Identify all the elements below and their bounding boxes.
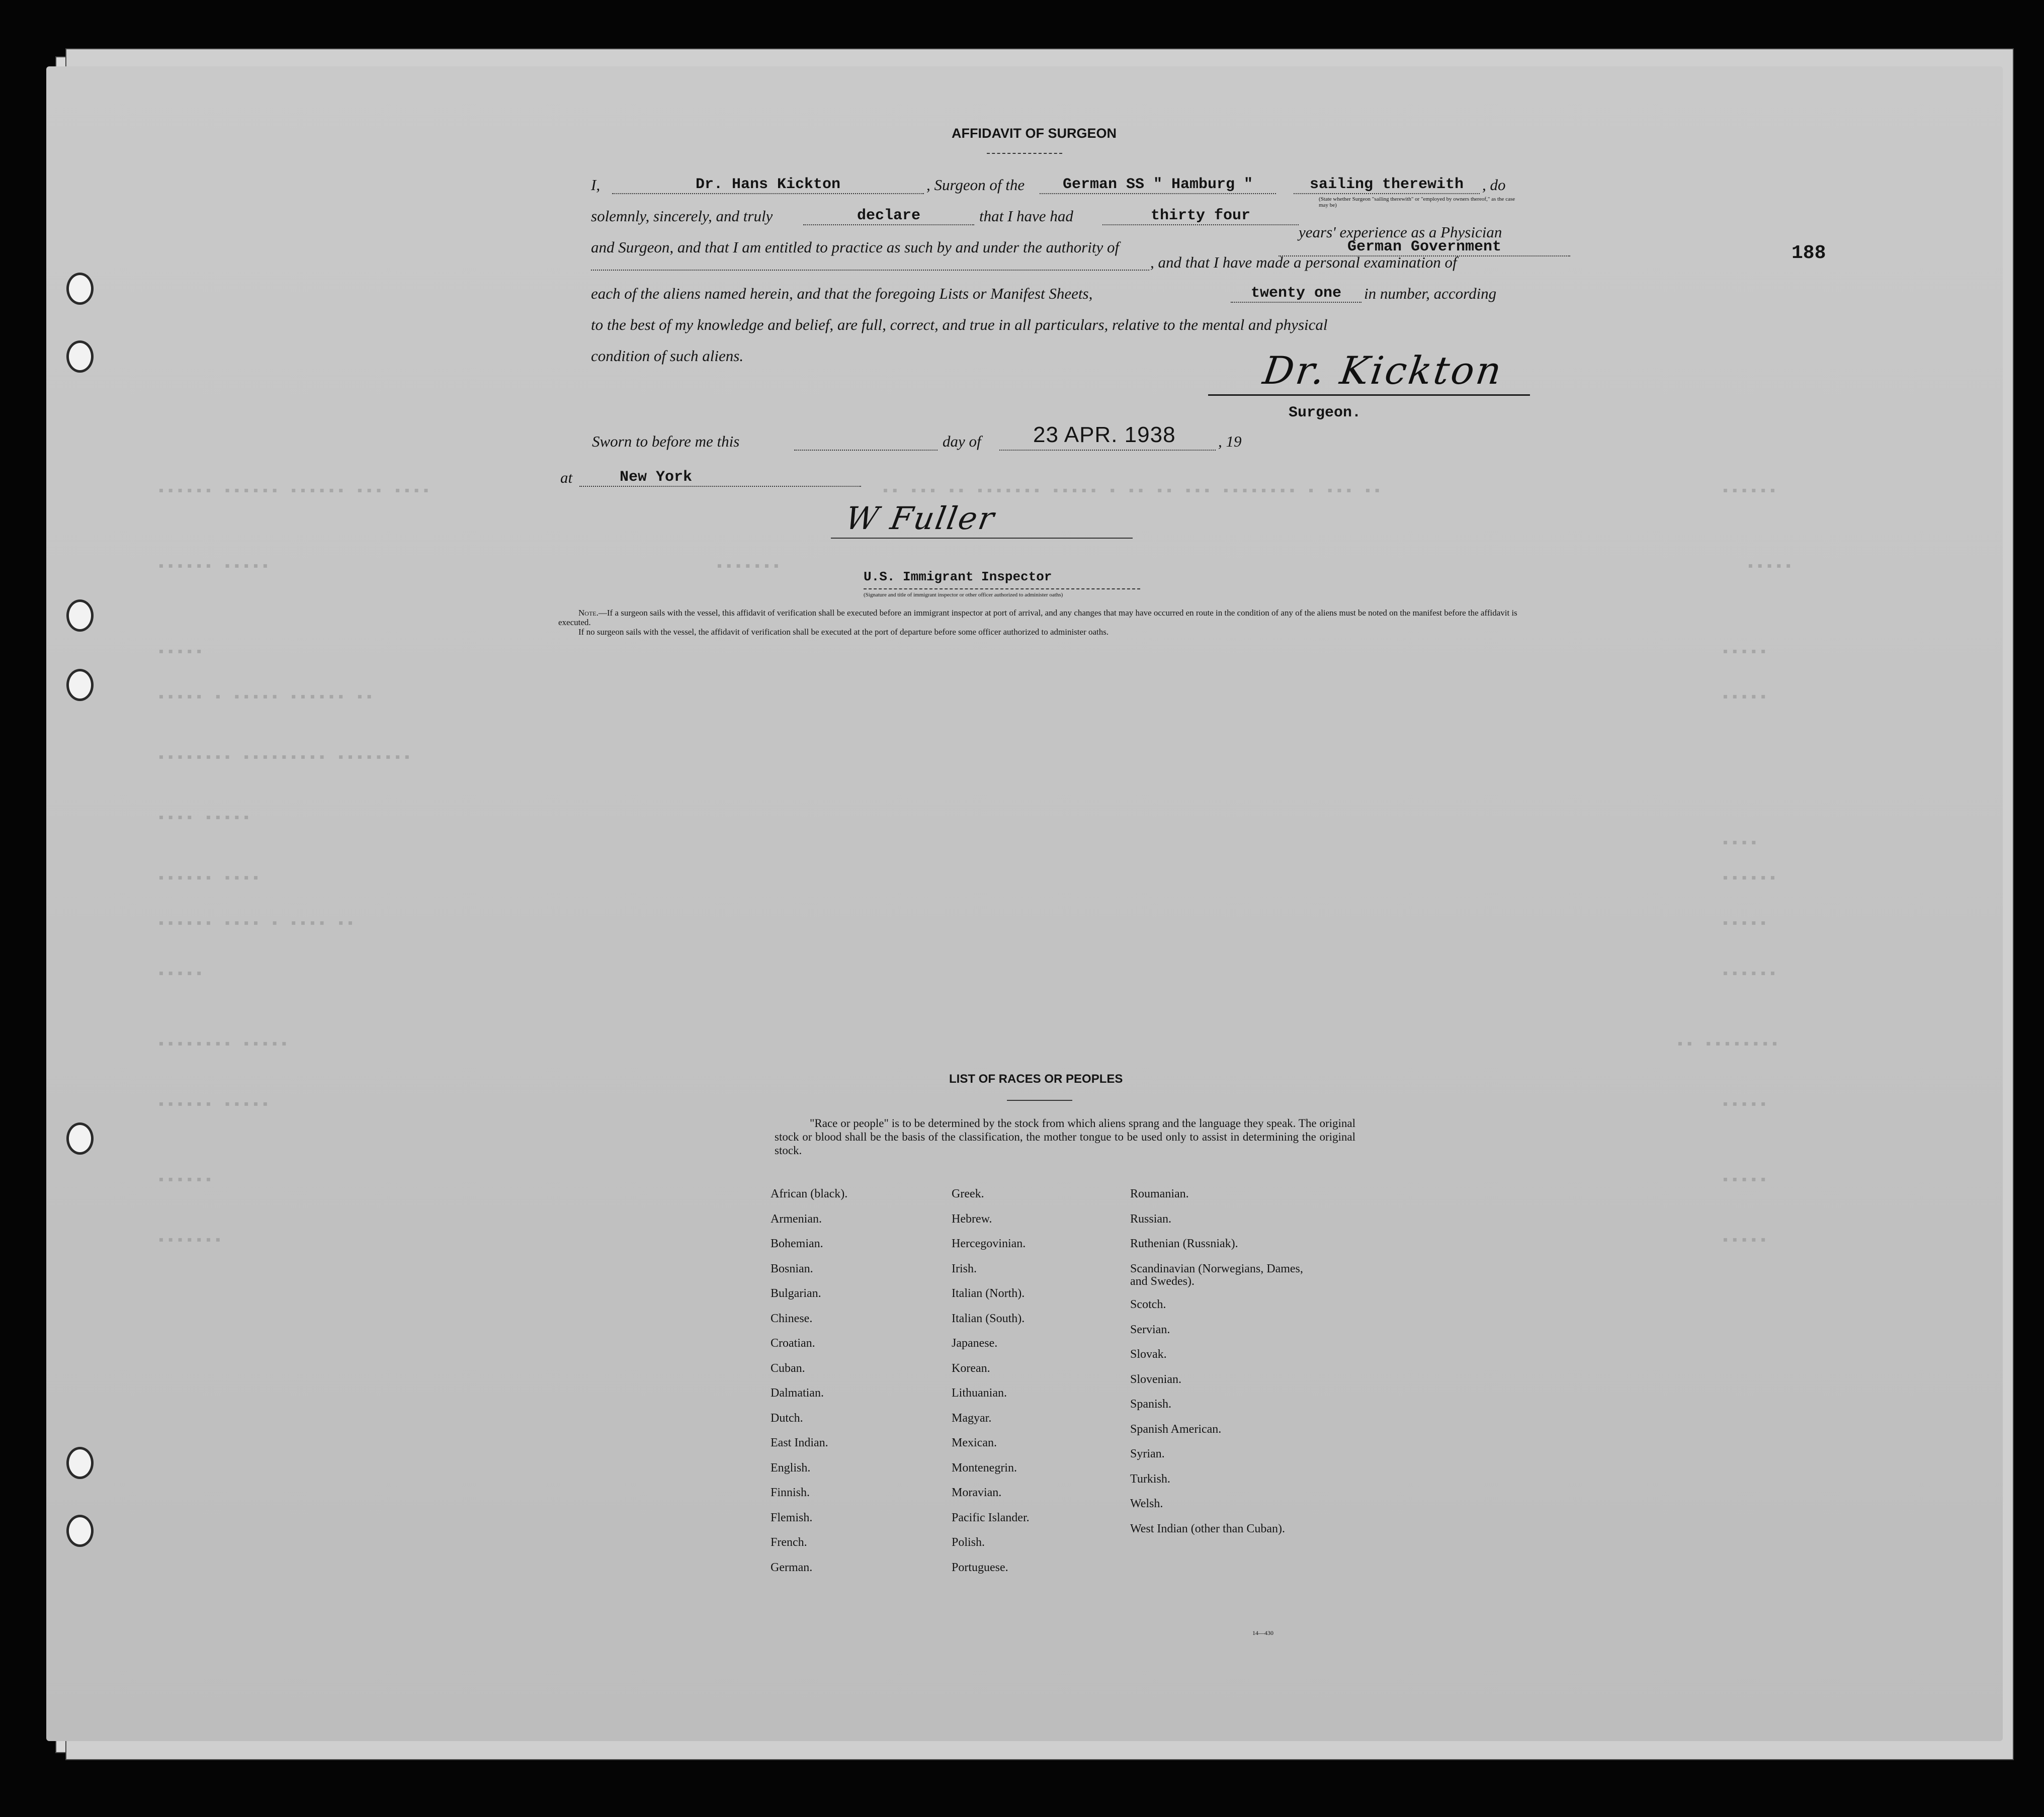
punch-hole <box>66 1515 94 1547</box>
inspector-signature-line <box>831 538 1133 539</box>
race-item: Ruthenian (Russniak). <box>1130 1237 1238 1250</box>
race-item: Dutch. <box>771 1411 803 1425</box>
punch-hole <box>66 273 94 305</box>
sailing-status-field: sailing therewith <box>1294 176 1480 194</box>
race-item: Portuguese. <box>952 1561 1008 1574</box>
status-hint: (State whether Surgeon "sailing therewith" or "employed by owners thereof," as the case may be) <box>1319 196 1515 208</box>
note-text-1: —If a surgeon sails with the vessel, this affidavit of verification shall be executed before an immigrant inspector at port of arrival, and any changes that may have occurred en route in the condition of any of the aliens must be noted on the manifest before the affidavit is executed. <box>558 608 1517 627</box>
race-item: Dalmatian. <box>771 1387 824 1400</box>
inspector-signature: W Fuller <box>842 500 998 537</box>
at-label: at <box>560 469 573 486</box>
condition-label: condition of such aliens. <box>591 347 744 365</box>
race-item: Hercegovinian. <box>952 1237 1026 1250</box>
race-item: German. <box>771 1561 813 1574</box>
do-label: , do <box>1482 176 1506 194</box>
race-item: Magyar. <box>952 1411 992 1425</box>
race-item: Armenian. <box>771 1212 822 1226</box>
race-item: Italian (South). <box>952 1312 1025 1325</box>
note-label: Note. <box>578 608 599 618</box>
surgeon-signature-line <box>1208 394 1530 396</box>
race-item: Chinese. <box>771 1312 813 1325</box>
day-of-label: day of <box>943 432 981 450</box>
race-item: Slovak. <box>1130 1348 1167 1361</box>
inspector-hint: (Signature and title of immigrant inspector or other officer authorized to administer oaths) <box>864 592 1063 598</box>
races-title: LIST OF RACES OR PEOPLES <box>949 1072 1123 1086</box>
race-item: Croatian. <box>771 1337 815 1350</box>
surgeon-signature: Dr. Kickton <box>1260 348 1506 393</box>
years-field: thirty four <box>1102 207 1299 225</box>
race-item: Flemish. <box>771 1511 813 1524</box>
race-item: Slovenian. <box>1130 1372 1181 1386</box>
knowledge-label: to the best of my knowledge and belief, are full, correct, and true in all particulars, relative to the mental and physical <box>591 316 1328 333</box>
surgeon-label: Surgeon. <box>1289 404 1361 421</box>
have-had-label: that I have had <box>979 207 1073 225</box>
declare-field: declare <box>803 207 974 225</box>
race-item: Pacific Islander. <box>952 1511 1030 1524</box>
race-item: Finnish. <box>771 1486 810 1499</box>
inspector-title: U.S. Immigrant Inspector <box>864 569 1052 584</box>
races-intro: "Race or people" is to be determined by the stock from which aliens sprang and the language they speak. The original stock or blood shall be the basis of the classification, the mother tongue to be used only to assist in determining the original stock. <box>775 1117 1355 1157</box>
affidavit-i-label: I, <box>591 176 601 194</box>
race-item: East Indian. <box>771 1436 828 1449</box>
race-item: Montenegrin. <box>952 1461 1017 1475</box>
race-item: Cuban. <box>771 1361 805 1375</box>
page-number: 188 <box>1792 242 1826 264</box>
sheet-count-field: twenty one <box>1231 285 1361 303</box>
punch-hole <box>66 1122 94 1155</box>
race-item: Polish. <box>952 1536 985 1549</box>
race-item: Spanish American. <box>1130 1422 1222 1436</box>
race-item: Korean. <box>952 1361 990 1375</box>
form-number: 14—430 <box>1252 1629 1273 1636</box>
race-item: Bulgarian. <box>771 1287 821 1300</box>
affidavit-title: AFFIDAVIT OF SURGEON <box>952 126 1117 141</box>
race-item: English. <box>771 1461 811 1475</box>
race-item: Turkish. <box>1130 1472 1170 1486</box>
race-item: Bosnian. <box>771 1262 813 1275</box>
race-item: Spanish. <box>1130 1398 1172 1411</box>
solemnly-label: solemnly, sincerely, and truly <box>591 207 773 225</box>
races-title-rule <box>1007 1100 1072 1101</box>
punch-hole <box>66 599 94 632</box>
race-item: Servian. <box>1130 1323 1170 1336</box>
punch-hole <box>66 340 94 373</box>
ship-field: German SS " Hamburg " <box>1040 176 1276 194</box>
race-item: African (black). <box>771 1187 848 1200</box>
race-item: Moravian. <box>952 1486 1002 1499</box>
race-item: French. <box>771 1536 807 1549</box>
race-item: Irish. <box>952 1262 977 1275</box>
manifest-page: ▪▪▪▪▪▪ ▪▪▪▪▪▪ ▪▪▪▪▪▪ ▪▪▪ ▪▪▪▪ ▪▪ ▪▪▪ ▪▪ ▪▪▪▪▪▪▪ ▪▪▪▪▪ ▪ ▪▪ ▪▪ ▪▪▪ ▪▪▪▪▪▪▪▪ ▪ ▪▪▪ ▪▪ ▪▪▪▪▪▪ ▪▪▪▪▪▪ ▪▪▪▪▪ ▪▪▪▪▪▪▪ ▪▪▪▪▪ ▪▪▪▪▪ ▪▪▪▪▪ ▪▪▪▪▪ ▪ ▪▪▪▪▪ ▪▪▪▪▪▪ ▪▪ ▪▪▪▪▪ ▪▪▪▪▪▪▪▪ ▪▪▪▪▪▪▪▪▪ ▪▪▪▪▪▪▪▪ ▪▪▪▪ ▪▪▪▪▪ ▪▪▪▪ ▪▪▪▪▪▪ ▪▪▪▪ ▪▪▪▪▪▪ ▪▪▪▪▪▪ ▪▪▪▪ ▪ ▪▪▪▪ ▪▪ ▪▪▪▪▪ ▪▪▪▪▪ ▪▪▪▪▪▪ ▪▪▪▪▪▪▪▪ ▪▪▪▪▪ ▪▪ ▪▪▪▪▪▪▪▪ ▪▪▪▪▪▪ ▪▪▪▪▪ ▪▪▪▪▪ ▪▪▪▪▪▪ ▪▪▪▪▪ ▪▪▪▪▪▪▪ ▪▪▪▪▪ 188 AFFIDAVIT OF SURGEON I, Dr. Hans Kickton , Surgeon of the German SS " Hamburg " sailing therewith , do (State whether Surgeon "sailing therewith" or "employed by owners thereof," as the case may be) solemnly, sincerely, and truly declare that I have had thirty four and Surgeon, and that I am entitled to practice as such by and under the authority of years' experience as a Physician German Government , and that I have made a personal examination of each of the aliens named herein, and that the foregoing Lists or Manifest Sheets, twenty one in number, according to the best of my knowledge and belief, are full, correct, and true in all particulars, relative to the mental and physical condition of such aliens. Dr. Kickton Surgeon. Sworn to before me this day of 23 APR. 1938 , 19 at New York W Fuller U.S. Immigrant Inspector (Signature and title of immigrant inspector or other officer authorized to administer oaths) Note.—If a surgeon sails with the vessel, this affidavit of verification shall be executed before an immigrant inspector at port of arrival, and any changes that may have occurred en route in the condition of any of the aliens must be noted on the manifest before the affidavit is executed. If no surgeon sails with the vessel, the affidavit of verification shall be executed at the port of departure before some officer authorized to administer oaths. LIST OF RACES OR PEOPLES "Race or people" is to be determined by the stock from which aliens sprang and the language they speak. The original stock or blood shall be the basis of the classification, the mother tongue to be used only to assist in determining the original stock. African (black). Armenian. Bohemian. Bosnian. Bulgarian. Chinese. Croatian. Cuban. Dalmatian. Dutch. East Indian. English. Finnish. Flemish. French. German. Greek. Hebrew. Hercegovinian. Irish. Italian (North). Italian (South). Japanese. Korean. Lithuanian. Magyar. Mexican. Montenegrin. Moravian. Pacific Islander. Polish. Portuguese. Roumanian. Russian. Ruthenian (Russniak). Scandinavian (Norwegians, Dames, and Swedes). Scotch. Servian. Slovak. Slovenian. Spanish. Spanish American. Syrian. Turkish. Welsh. West Indian (other than Cuban). 14—430 <box>46 66 2003 1741</box>
race-item: Roumanian. <box>1130 1187 1189 1200</box>
date-stamp: 23 APR. 1938 <box>1033 422 1176 447</box>
race-item: Welsh. <box>1130 1497 1163 1510</box>
race-item: Scandinavian (Norwegians, Dames, and Swedes). <box>1130 1262 1303 1288</box>
race-item: Japanese. <box>952 1337 998 1350</box>
sworn-label: Sworn to before me this <box>592 432 740 450</box>
authority-continuation-line <box>591 254 1149 271</box>
note-text-2: If no surgeon sails with the vessel, the affidavit of verification shall be executed at the port of departure before some officer authorized to administer oaths. <box>578 627 1109 637</box>
surgeon-of-label: , Surgeon of the <box>926 176 1025 194</box>
inspector-title-line <box>864 588 1140 589</box>
race-item: Bohemian. <box>771 1237 823 1250</box>
in-number-label: in number, according <box>1364 285 1497 302</box>
race-item: Scotch. <box>1130 1298 1166 1311</box>
race-item: Italian (North). <box>952 1287 1025 1300</box>
race-item: Russian. <box>1130 1212 1172 1226</box>
title-rule <box>987 153 1062 154</box>
race-item: Greek. <box>952 1187 984 1200</box>
sworn-month-line <box>999 450 1216 451</box>
affidavit-note <box>558 608 1529 637</box>
race-item: Mexican. <box>952 1436 997 1449</box>
years-experience-label: years' experience as a Physician <box>1299 223 1502 241</box>
punch-hole <box>66 669 94 701</box>
race-item: Hebrew. <box>952 1212 992 1226</box>
authority-label: and Surgeon, and that I am entitled to practice as such by and under the authority of <box>591 238 1120 256</box>
surgeon-name-field: Dr. Hans Kickton <box>612 176 924 194</box>
race-item: West Indian (other than Cuban). <box>1130 1522 1285 1535</box>
manifest-sheets-label: each of the aliens named herein, and that the foregoing Lists or Manifest Sheets, <box>591 285 1093 302</box>
authority-field: German Government <box>1279 238 1570 256</box>
race-item: Lithuanian. <box>952 1387 1007 1400</box>
examination-label: , and that I have made a personal examination of <box>1150 253 1457 271</box>
punch-hole <box>66 1447 94 1479</box>
place-field: New York <box>579 469 861 487</box>
race-item: Syrian. <box>1130 1447 1165 1460</box>
sworn-day-line <box>794 450 938 451</box>
year-label: , 19 <box>1218 432 1242 450</box>
